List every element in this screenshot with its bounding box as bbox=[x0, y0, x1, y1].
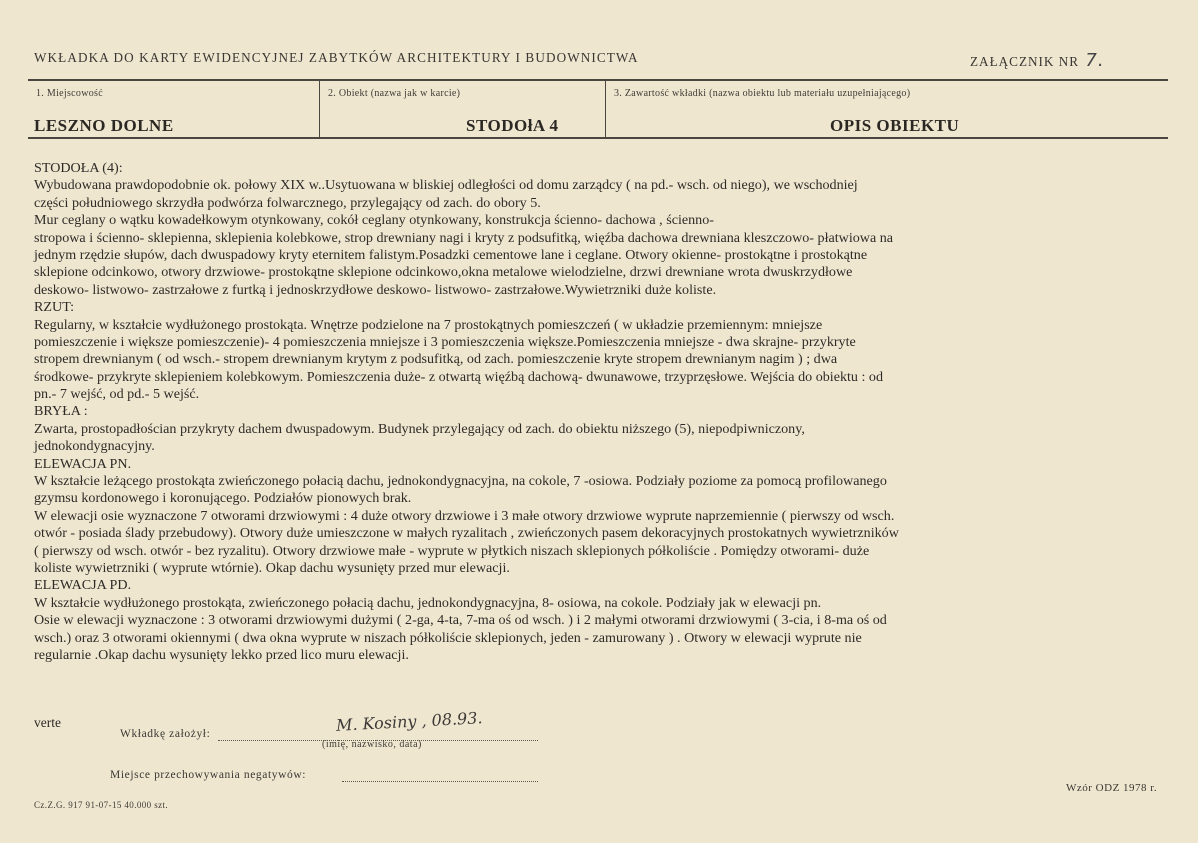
field-1-label: 1. Miejscowość bbox=[36, 88, 103, 99]
description-line: jednym rzędzie słupów, dach dwuspadowy kryty eternitem falistym.Posadzki cementowe lane i ceglane. Otwory okienne- prostokątne i prostokątne bbox=[34, 246, 868, 263]
description-line: pn.- 7 wejść, od pd.- 5 wejść. bbox=[34, 386, 200, 403]
description-line: W elewacji osie wyznaczone 7 otworami drzwiowymi : 4 duże otwory drzwiowe i 3 małe otwory drzwiowe wyprute naprzemiennie ( pierwszy od wsch. bbox=[34, 507, 895, 524]
description-line: stropem drewnianym ( od wsch.- stropem drewnianym krytym z podsufitką, od zach. pomieszczenie kryte stropem drewnianym nagim ) ; dwa bbox=[34, 351, 838, 368]
annex-label bbox=[970, 50, 1105, 71]
description-line: W kształcie wydłużonego prostokąta, zwieńczonego połacią dachu, jednokondygnacyjna, 8- osiowa, na cokole. Podziały jak w elewacji pn. bbox=[34, 594, 822, 611]
description-line: Zwarta, prostopadłościan przykryty dachem dwuspadowym. Budynek przylegający od zach. do obiektu niższego (5), niepodpiwniczony, bbox=[34, 420, 805, 437]
annex-label-text: ZAŁĄCZNIK NR bbox=[970, 54, 1080, 69]
description-line: wsch.) oraz 3 otworami okiennymi ( dwa okna wyprute w niszach półkoliście sklepionych, jeden - zamurowany ) . Otwory w elewacji wyprute nie bbox=[34, 629, 862, 646]
fields-bottom-rule bbox=[28, 137, 1168, 139]
description-line: deskowo- listwowo- zastrzałowe z furtką i jednoskrzydłowe deskowo- listwowo- zastrzałowe.Wywietrzniki duże koliste. bbox=[34, 281, 717, 298]
negatives-location-line bbox=[342, 781, 538, 782]
description-text bbox=[34, 160, 1064, 664]
description-line: Regularny, w kształcie wydłużonego prostokąta. Wnętrze podzielone na 7 prostokątnych pomieszczeń ( w układzie przemiennym: mniejsze bbox=[34, 316, 823, 333]
annex-number: 7. bbox=[1085, 50, 1105, 71]
description-line: Osie w elewacji wyznaczone : 3 otworami drzwiowymi dużymi ( 2-ga, 4-ta, 7-ma oś od wsch. ) i 2 małymi otworami drzwiowymi ( 3-cia, i 8-ma oś od bbox=[34, 612, 887, 629]
header-rule bbox=[28, 79, 1168, 81]
form-title: WKŁADKA DO KARTY EWIDENCYJNEJ ZABYTKÓW ARCHITEKTURY I BUDOWNICTWA bbox=[34, 50, 639, 65]
description-line: ( pierwszy od wsch. otwór - bez ryzalitu). Otwory drzwiowe małe - wyprute w płytkich niszach sklepionych półkoliście . Pomiędzy otworami- duże bbox=[34, 542, 870, 559]
description-line: regularnie .Okap dachu wysunięty lekko przed lico muru elewacji. bbox=[34, 646, 409, 663]
description-line: Mur ceglany o wątku kowadełkowym otynkowany, cokół ceglany otynkowany, konstrukcja ścienno- dachowa , ścienno- bbox=[34, 212, 714, 229]
form-model: Wzór ODZ 1978 r. bbox=[1066, 782, 1158, 794]
description-line: BRYŁA : bbox=[34, 403, 88, 420]
description-line: ELEWACJA PD. bbox=[34, 577, 132, 594]
field-3-value: OPIS OBIEKTU bbox=[830, 116, 960, 135]
description-line: stropowa i ścienno- sklepienna, sklepienia kolebkowe, strop drewniany nagi i kryty z podsufitką, więźba dachowa drewniana kleszczowo- płatwiowa na bbox=[34, 229, 894, 246]
description-line: środkowe- przykryte sklepieniem kolebkowym. Pomieszczenia duże- z otwartą więźbą dachową- dwunawowe, trzyprzęsłowe. Wejścia do obiektu : od bbox=[34, 368, 884, 385]
description-line: części południowego skrzydła podwórza folwarcznego, przylegający od zach. do obory 5. bbox=[34, 194, 541, 211]
description-line: otwór - posiada ślady przebudowy). Otwory duże umieszczone w małych ryzalitach , zwieńczonych pasem dekoracyjnych prostokatnych wywietrzników bbox=[34, 525, 899, 542]
signature-caption: (imię, nazwisko, data) bbox=[322, 739, 422, 750]
handwritten-signature: M. Kosiny , 08.93. bbox=[335, 708, 483, 735]
founded-by-label: Wkładkę założył: bbox=[120, 728, 211, 740]
field-3-label: 3. Zawartość wkładki (nazwa obiektu lub materiału uzupełniającego) bbox=[614, 88, 911, 99]
negatives-location-label: Miejsce przechowywania negatywów: bbox=[110, 769, 307, 781]
description-line: sklepione odcinkowo, otwory drzwiowe- prostokątne sklepione odcinkowo,okna metalowe wielodzielne, drzwi drewniane wrota dwuskrzydłowe bbox=[34, 264, 853, 281]
field-2-label: 2. Obiekt (nazwa jak w karcie) bbox=[328, 88, 461, 99]
field-2-value: STODOłA 4 bbox=[466, 116, 559, 135]
description-line: pomieszczenie i większe pomieszczenie)- 4 pomieszczenia mniejsze i 3 pomieszczenia większe.Pomieszczenia mniejsze - dwa skrajne- przykryte bbox=[34, 333, 856, 350]
description-line: W kształcie leżącego prostokąta zwieńczonego połacią dachu, jednokondygnacyjna, na cokole, 7 -osiowa. Podziały poziome za pomocą profilowanego bbox=[34, 473, 887, 490]
verte-label: verte bbox=[34, 715, 61, 730]
print-info: Cz.Z.G. 917 91-07-15 40.000 szt. bbox=[34, 800, 169, 810]
field-1-value: LESZNO DOLNE bbox=[34, 116, 174, 135]
field-divider-1 bbox=[319, 80, 320, 138]
description-line: STODOŁA (4): bbox=[34, 160, 123, 176]
description-line: ELEWACJA PN. bbox=[34, 455, 132, 472]
description-line: gzymsu kordonowego i koronującego. Podziałów pionowych brak. bbox=[34, 490, 412, 507]
description-line: jednokondygnacyjny. bbox=[34, 438, 155, 455]
field-divider-2 bbox=[605, 80, 606, 138]
description-line: Wybudowana prawdopodobnie ok. połowy XIX w..Usytuowana w bliskiej odległości od domu zarządcy ( na pd.- wsch. od niego), we wschodniej bbox=[34, 177, 858, 194]
description-line: koliste wywietrzniki ( wyprute wtórnie). Okap dachu wysunięty przed mur elewacji. bbox=[34, 559, 510, 576]
description-line: RZUT: bbox=[34, 299, 75, 316]
